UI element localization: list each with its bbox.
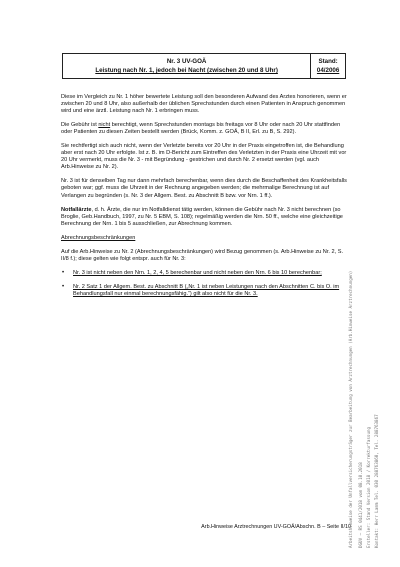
side-note-line: Ersteller: Stand Version 2018 / Korrekturfassung (366, 426, 371, 548)
section-title: Abrechnungsbeschränkungen (61, 234, 136, 241)
stand-value: 04/2006 (316, 67, 340, 74)
header-title-line2: Leistung nach Nr. 1, jedoch bei Nacht (zwischen 20 und 8 Uhr) (95, 67, 278, 74)
paragraph-2-nicht: nicht (98, 122, 111, 129)
paragraph-2-pre: Die Gebühr ist (61, 122, 99, 129)
bullet-icon: • (62, 283, 65, 290)
side-note-line: Arbeitshinweise der Unfallversicherungsträger zur Bearbeitung von Arztrechnungen (Arb.Hinweise Arztrechnungen) (348, 270, 353, 548)
page-footer: Arb.Hinweise Arztrechnungen UV-GOÄ/Abschn. B – Seite II/10 (201, 524, 351, 530)
side-note-line: Kontakt: Herr Lamm Tel. 030 288763860, Tel. 288763867 (374, 414, 379, 548)
list-item (61, 270, 348, 277)
stand-label: Stand: (318, 58, 338, 65)
notfallaerzte-term: Notfallärzte (61, 206, 92, 213)
header-title-line1: Nr. 3 UV-GOÄ (166, 58, 207, 65)
header-title-cell (63, 54, 311, 79)
paragraph-1: Diese im Vergleich zu Nr. 1 höher bewertete Leistung soll den besonderen Aufwand des Arztes honorieren, wenn er zwischen 20 und 8 Uhr, also außerhalb der üblichen Sprechstunden durch einen Patienten in Anspruch genommen wird und eine ärztl. Leistung nach Nr. 1 erbringen muss. (61, 94, 347, 115)
bullet-list (61, 270, 348, 298)
paragraph-6: Auf die Arb.Hinweise zu Nr. 2 (Abrechnungsbeschränkungen) wird Bezug genommen (s. Arb.Hinweise zu Nr. 2, S. II/8 f.); diese gelten wie folgt entspr. auch für Nr. 3: (61, 248, 344, 262)
list-item-text: Nr. 3 ist nicht neben den Nrn. 1, 2, 4, 5 berechenbar und nicht neben den Nrn. 6 bis 10 berechenbar; (73, 269, 322, 276)
bullet-icon: • (62, 269, 65, 276)
paragraph-2 (61, 122, 348, 136)
side-note-line: DGUV – RS 0441/2018 vom 08.10.2018 (358, 462, 363, 548)
list-item-text: Nr. 2 Satz 1 der Allgem. Best. zu Abschnitt B („Nr. 1 ist neben Leistungen nach den Abschnitten C. bis O. im Behandlungsfall nur einmal berechnungsfähig.“) gilt also nicht für die Nr. 3. (73, 283, 340, 297)
document-body (61, 94, 348, 305)
paragraph-4: Nr. 3 ist für denselben Tag nur dann mehrfach berechenbar, wenn dies durch die Beschaffenheit des Krankheitsfalls geboten war; ggf. muss die Uhrzeit in der Rechnung angegeben werden; die mehrmalige Berechnung ist auf Verlangen zu begründen (s. Nr. 3 der Allgem. Best. zu Abschnitt B bzw. vor Nrn. 1 ff.). (61, 178, 347, 199)
paragraph-2-post: berechtigt, wenn Sprechstunden montags bis freitags vor 8 Uhr oder nach 20 Uhr stattfinden oder Patienten zu diesen Zeiten bestellt werden (Brück, Komm. z. GOÄ, B II, Erl. zu B, S. 292). (61, 122, 341, 136)
header-stand-cell (311, 54, 346, 79)
header-table (62, 53, 346, 79)
list-item (61, 284, 348, 298)
paragraph-3: Sie rechtfertigt sich auch nicht, wenn der Verletzte bereits vor 20 Uhr in der Praxis eingetroffen ist, die Behandlung aber erst nach 20 Uhr erfolgte. Ist z. B. im D-Bericht zum Eintreffen des Verletzten in der Praxis eine Uhrzeit mit vor 20 Uhr vermerkt, muss die Nr. 3 - mit Begründung - gestrichen und durch Nr. 2 ersetzt werden (vgl. auch Arb.Hinweise zu Nr. 2). (61, 143, 347, 171)
paragraph-5 (61, 207, 348, 228)
side-note (346, 250, 396, 550)
paragraph-5-rest: , d. h. Ärzte, die nur im Notfalldienst tätig werden, können die Gebühr nach Nr. 3 nicht berechnen (so Broglie, Geb.Handbuch, 1997, zu Nr. 5 EBM, S. 108); regelmäßig werden die Nrn. 50 ff., welche eine gleichzeitige Berechnung der Nrn. 1 bis 5 ausschließen, zur Abrechnung kommen. (61, 206, 343, 227)
